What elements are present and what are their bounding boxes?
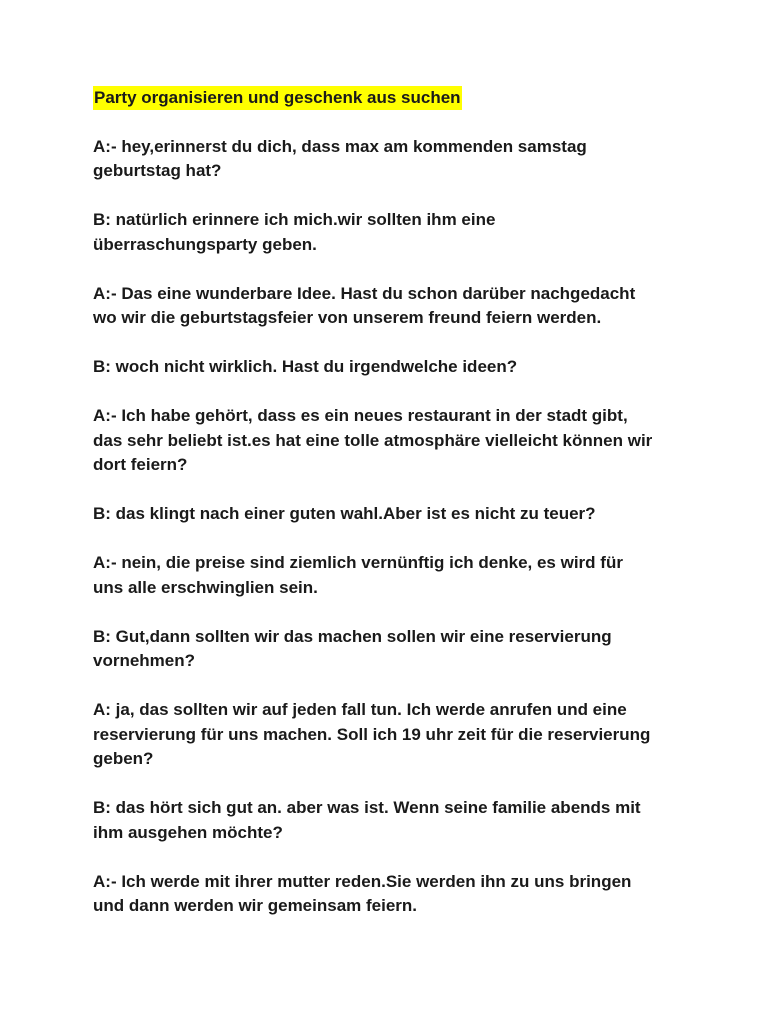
dialogue-paragraph-2 bbox=[93, 208, 693, 257]
dialogue-line: A:- Ich habe gehört, dass es ein neues restaurant in der stadt gibt, bbox=[93, 406, 628, 425]
dialogue-line: überraschungsparty geben. bbox=[93, 234, 317, 254]
dialogue-line: geburtstag hat? bbox=[93, 161, 222, 180]
dialogue-paragraph-1 bbox=[93, 135, 693, 184]
dialogue-paragraph-11 bbox=[93, 870, 693, 919]
dialogue-line: B: das hört sich gut an. aber was ist. Wenn seine familie abends mit bbox=[93, 798, 641, 817]
paragraph-gap bbox=[93, 184, 693, 209]
paragraph-gap bbox=[93, 772, 693, 797]
paragraph-gap bbox=[93, 380, 693, 405]
paragraph-gap bbox=[93, 331, 693, 356]
document-title: Party organisieren und geschenk aus suchen bbox=[93, 86, 462, 110]
dialogue-paragraph-8 bbox=[93, 625, 693, 674]
dialogue-line: A: ja, das sollten wir auf jeden fall tun. Ich werde anrufen und eine bbox=[93, 700, 627, 719]
paragraph-gap bbox=[93, 478, 693, 503]
paragraph-gap bbox=[93, 600, 693, 625]
dialogue-line: vornehmen? bbox=[93, 651, 196, 670]
paragraph-gap bbox=[93, 674, 693, 699]
dialogue-line: B: woch nicht wirklich. Hast du irgendwelche ideen? bbox=[93, 357, 518, 376]
dialogue-line: geben? bbox=[93, 749, 154, 768]
dialogue-paragraph-6 bbox=[93, 502, 693, 527]
dialogue-line: wo wir die geburtstagsfeier von unserem freund feiern werden. bbox=[93, 308, 602, 327]
dialogue-paragraph-5 bbox=[93, 404, 693, 478]
dialogue-line: A:- Ich werde mit ihrer mutter reden.Sie werden ihn zu uns bringen bbox=[93, 871, 632, 891]
dialogue-line: B: Gut,dann sollten wir das machen sollen wir eine reservierung bbox=[93, 626, 612, 646]
dialogue-line: das sehr beliebt ist.es hat eine tolle atmosphäre vielleicht können wir bbox=[93, 430, 653, 450]
dialogue-line: ihm ausgehen möchte? bbox=[93, 822, 283, 842]
dialogue-line: B: natürlich erinnere ich mich.wir sollten ihm eine bbox=[93, 210, 496, 229]
dialogue-paragraph-4 bbox=[93, 355, 693, 380]
dialogue-paragraph-7 bbox=[93, 551, 693, 600]
dialogue-line: reservierung für uns machen. Soll ich 19 uhr zeit für die reservierung bbox=[93, 724, 651, 744]
paragraph-gap bbox=[93, 257, 693, 282]
dialogue-line: A:- Das eine wunderbare Idee. Hast du schon darüber nachgedacht bbox=[93, 283, 636, 303]
document-page bbox=[93, 86, 693, 919]
dialogue-line: A:- nein, die preise sind ziemlich vernünftig ich denke, es wird für bbox=[93, 553, 623, 572]
dialogue-paragraph-10 bbox=[93, 796, 693, 845]
document-title-row bbox=[93, 86, 693, 110]
dialogue-paragraph-9 bbox=[93, 698, 693, 772]
dialogue-line: B: das klingt nach einer guten wahl.Aber ist es nicht zu teuer? bbox=[93, 504, 596, 523]
dialogue-line: A:- hey,erinnerst du dich, dass max am kommenden samstag bbox=[93, 136, 587, 156]
paragraph-gap bbox=[93, 527, 693, 552]
dialogue-line: dort feiern? bbox=[93, 455, 188, 474]
paragraph-gap bbox=[93, 110, 693, 135]
paragraph-gap bbox=[93, 845, 693, 870]
dialogue-line: uns alle erschwinglien sein. bbox=[93, 577, 318, 597]
dialogue-line: und dann werden wir gemeinsam feiern. bbox=[93, 896, 418, 915]
dialogue-paragraph-3 bbox=[93, 282, 693, 331]
